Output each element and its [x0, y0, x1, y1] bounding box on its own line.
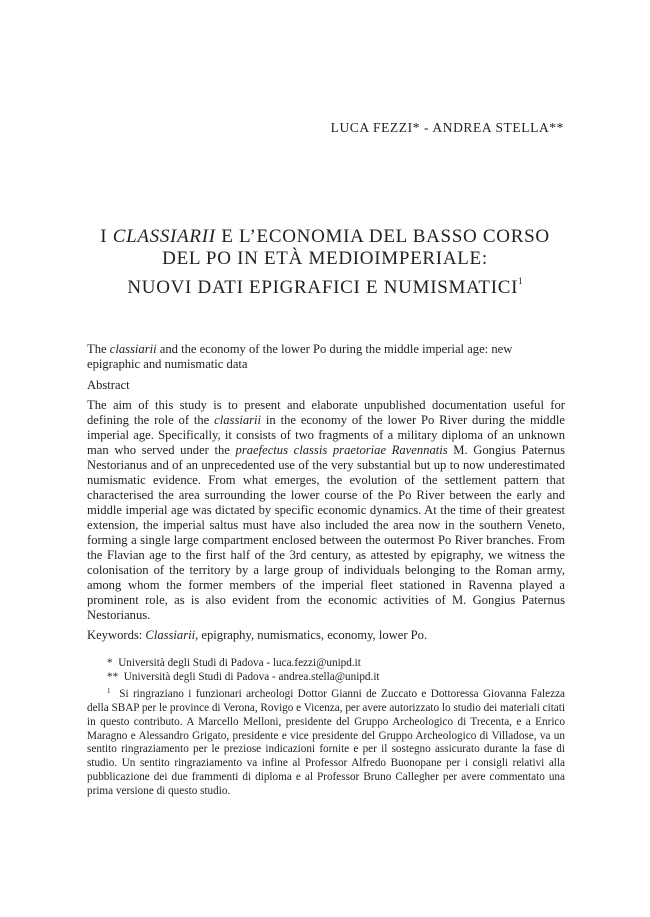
- abstract-part-2: in the economy of the lower Po River during the middle imperial age. Specifically, it consists of two fragments of a military diploma of an unknown man who served under the: [87, 413, 565, 457]
- english-title-rest: and the economy of the lower Po during the middle imperial age: new epigraphic and numismatic data: [87, 342, 513, 371]
- title-line-3-text: NUOVI DATI EPIGRAFICI E NUMISMATICI: [127, 277, 519, 298]
- abstract-heading: Abstract: [87, 378, 130, 392]
- title-footnote-mark: 1: [518, 276, 523, 286]
- abstract-italic-1: classiarii: [214, 413, 262, 427]
- abstract-italic-2: praefectus classis praetoriae Ravennatis: [235, 443, 448, 457]
- title-line-3: [60, 270, 590, 299]
- author-line: LUCA FEZZI* - ANDREA STELLA**: [330, 120, 564, 135]
- title-line-1-suffix: E L’ECONOMIA DEL BASSO CORSO: [215, 226, 550, 247]
- footnote-mark: 1: [107, 686, 111, 695]
- article-body: [87, 342, 565, 799]
- footnote-author-2: [87, 671, 565, 685]
- english-title-italic: classiarii: [109, 342, 157, 356]
- english-title-prefix: The: [87, 342, 110, 356]
- footnote-text: Università degli Studi di Padova - luca.fezzi@unipd.it: [118, 657, 361, 669]
- footnote-text: Si ringraziano i funzionari archeologi Dottor Gianni de Zuccato e Dottoressa Giovanna Falezza della SBAP per le province di Verona, Rovigo e Vicenza, per avere autorizzato lo studio dei materiali citati in questo contributo. A Marcello Melloni, presidente del Gruppo Archeologico di Trecenta, e a Enrico Maragno e Alessandro Grigato, presidente e vice presidente del Gruppo Archeologico di Villadose, va un sentito ringraziamento per le preziose indicazioni fornite e per il sostegno assicurato durante la fase di studio. Un sentito ringraziamento va infine al Professor Alfredo Buonopane per i consigli relativi alla pubblicazione dei due frammenti di diploma e al Professor Bruno Callegher per avere commentato una prima versione di questo studio.: [87, 687, 565, 798]
- footnote-author-1: [87, 657, 565, 671]
- abstract-text: [87, 398, 565, 623]
- keywords-label: Keywords:: [87, 628, 146, 642]
- keywords-rest: , epigraphy, numismatics, economy, lower Po.: [195, 628, 428, 642]
- footnote-1: [87, 685, 565, 799]
- abstract-part-1: The aim of this study is to present and elaborate unpublished documentation useful for defining the role of the: [87, 398, 565, 427]
- english-title: [87, 342, 565, 372]
- title-line-1: [60, 226, 590, 248]
- keywords-italic: Classiarii: [145, 628, 196, 642]
- keywords: [87, 628, 565, 643]
- title-line-2: DEL PO IN ETÀ MEDIOIMPERIALE:: [162, 248, 488, 269]
- title-italic-term: CLASSIARII: [112, 226, 216, 247]
- footnote-mark: **: [107, 670, 119, 683]
- title-line-1-prefix: I: [100, 226, 113, 247]
- footnote-mark: *: [107, 657, 113, 669]
- abstract-part-3: M. Gongius Paternus Nestorianus and of an unprecedented use of the very substantial but up to now underestimated numismatic evidence. From what emerges, the evolution of the settlement pattern that characterised the area surrounding the lower course of the Po River between the early and middle imperial age was dictated by specific economic dynamics. At the time of their greatest extension, the imperial saltus must have also included the area now in the southern Veneto, forming a single large compartment enclosed between the outermost Po River branches. From the Flavian age to the first half of the 3rd century, as attested by epigraphy, we witness the colonisation of the territory by a large group of individuals belonging to the Roman army, among whom the former members of the imperial fleet stationed in Ravenna played a prominent role, as is also evident from the economic activities of M. Gongius Paternus Nestorianus.: [87, 443, 565, 622]
- article-title: [60, 226, 590, 299]
- footnotes: [87, 657, 565, 799]
- footnote-text: Università degli Studi di Padova - andrea.stella@unipd.it: [123, 670, 380, 683]
